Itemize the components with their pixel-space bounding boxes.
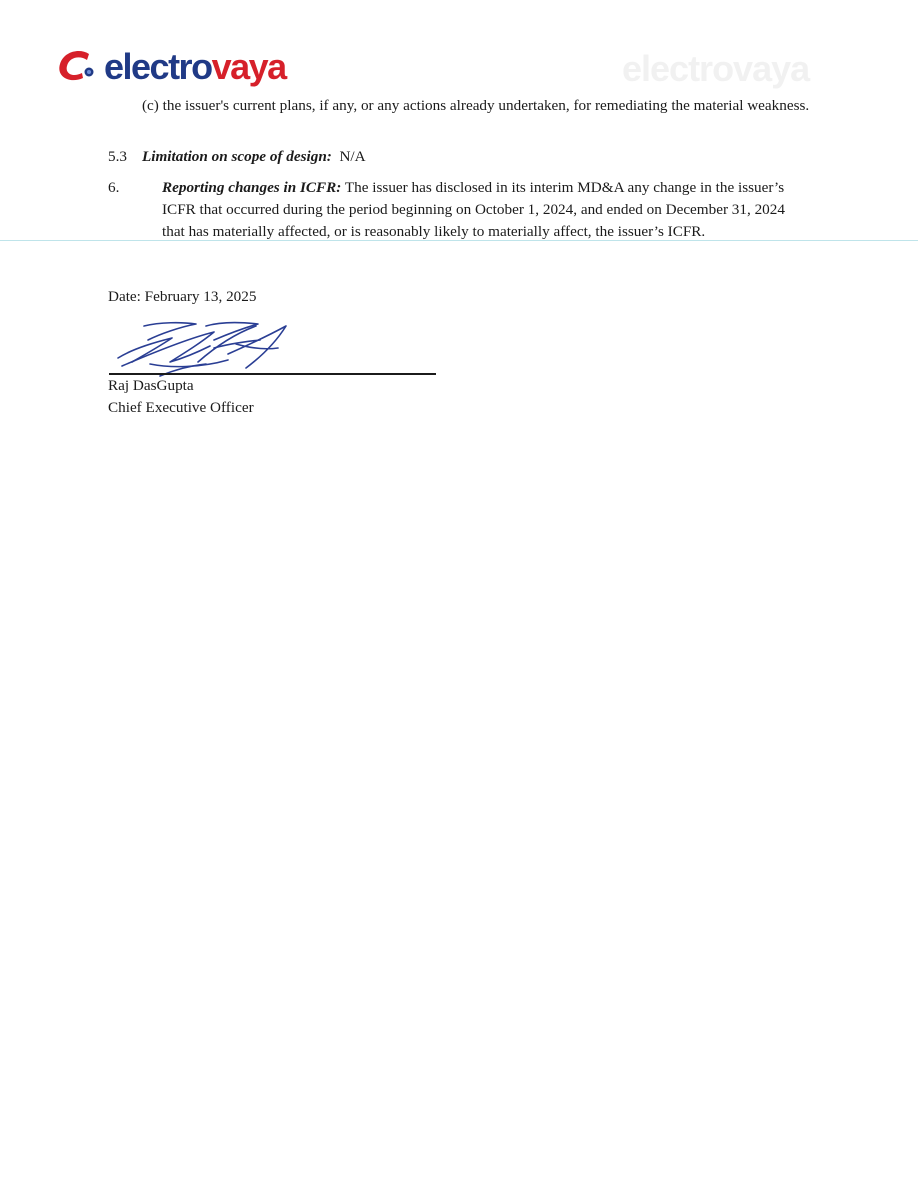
section-5-3-number: 5.3 bbox=[108, 148, 127, 165]
signing-date: Date: February 13, 2025 bbox=[108, 288, 257, 305]
logo-wordmark: electrovaya bbox=[104, 46, 286, 87]
section-6-heading: Reporting changes in ICFR: bbox=[162, 179, 342, 196]
item-c-text: the issuer's current plans, if any, or any actions already undertaken, for remediating the material weakness. bbox=[162, 97, 810, 114]
section-6-paragraph bbox=[162, 177, 802, 243]
section-5-3 bbox=[108, 146, 366, 168]
item-c-label: (c) bbox=[142, 97, 159, 114]
company-logo bbox=[56, 44, 286, 90]
signer-name: Raj DasGupta bbox=[108, 377, 194, 394]
bleed-through-logo: electrovaya bbox=[622, 48, 810, 89]
section-6-number: 6. bbox=[108, 179, 120, 196]
section-5-3-heading: Limitation on scope of design: bbox=[142, 148, 332, 165]
section-5-3-text: N/A bbox=[339, 148, 366, 165]
section-6-text: The issuer has disclosed in its interim MD&A any change in the issuer’s ICFR that occurred during the period beginning on October 1, 2024, and ended on December 31, 2024 that has materially affected, or is reasonably likely to materially affect, the issuer’s ICFR. bbox=[162, 179, 785, 240]
item-c-paragraph bbox=[142, 95, 822, 117]
electrovaya-swoosh-icon bbox=[56, 47, 102, 87]
signer-title: Chief Executive Officer bbox=[108, 399, 254, 416]
scan-artifact-line bbox=[0, 240, 918, 241]
